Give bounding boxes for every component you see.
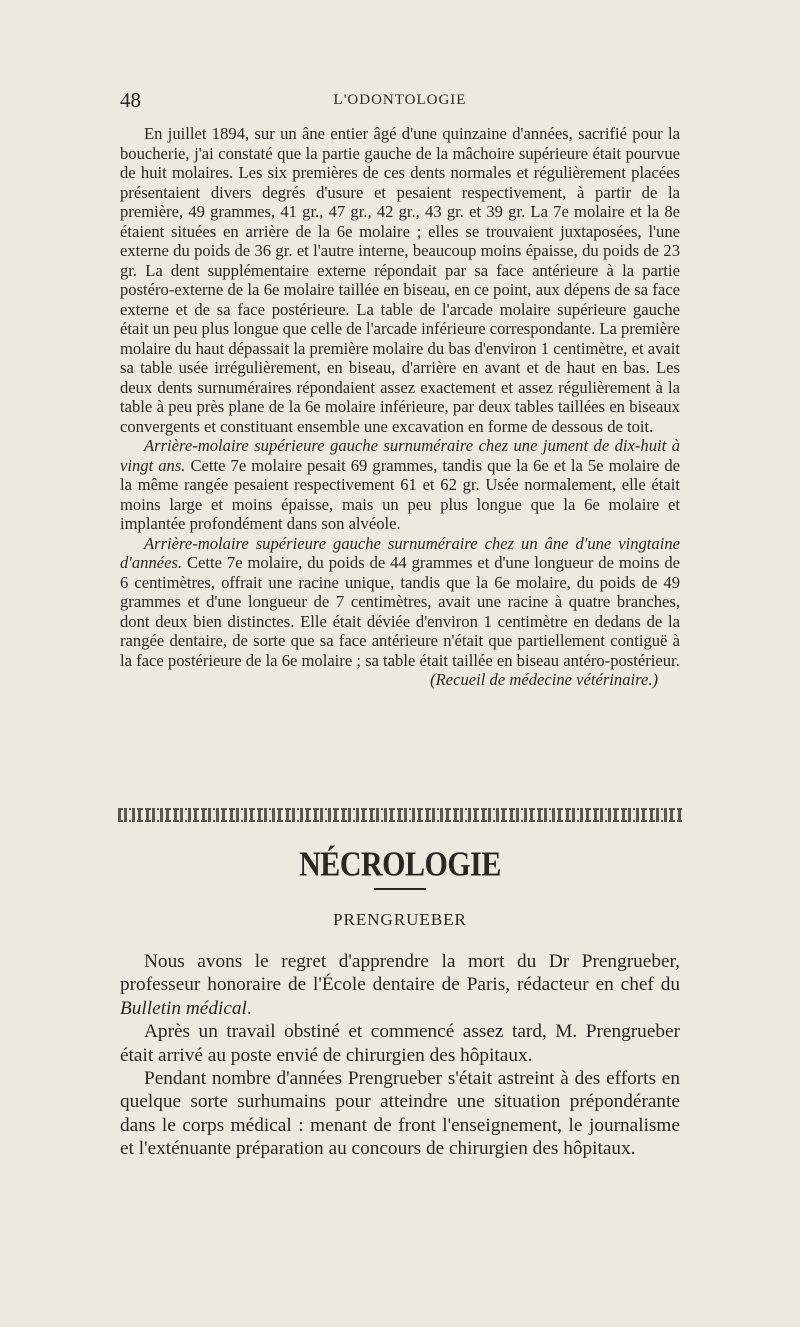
source-citation: (Recueil de médecine vétérinaire.) [430, 670, 658, 689]
obituary-body [120, 950, 680, 1161]
running-head: L'ODONTOLOGIE [333, 92, 467, 108]
page-header [120, 88, 680, 114]
ornamental-divider [118, 808, 682, 822]
page-number: 48 [120, 88, 141, 112]
case-title: Arrière-molaire supérieure gauche surnuméraire chez une jument de dix-huit à vingt ans. [120, 436, 680, 475]
article-body [120, 124, 680, 690]
obituary-paragraph: Pendant nombre d'années Prengrueber s'était astreint à des efforts en quelque sorte surhumains pour atteindre une situation prépondérante dans le corps médical : menant de front l'enseignement, le journalisme et l'exténuante préparation au concours de chirurgien des hôpitaux. [120, 1068, 680, 1160]
journal-title: Bulletin médical [120, 997, 247, 1019]
obituary-paragraph [120, 950, 680, 1020]
article-paragraph [120, 534, 680, 671]
obituary-paragraph: Après un travail obstiné et commencé assez tard, M. Prengrueber était arrivé au poste envié de chirurgien des hôpitaux. [120, 1021, 680, 1066]
article-paragraph: En juillet 1894, sur un âne entier âgé d'une quinzaine d'années, sacrifié pour la boucherie, j'ai constaté que la partie gauche de la mâchoire supérieure était pourvue de huit molaires. Les six premières de ces dents normales et régulièrement placées présentaient divers degrés d'usure et pesaient respectivement, à partir de la première, 49 grammes, 41 gr., 47 gr., 42 gr., 43 gr. et 39 gr. La 7e molaire et la 8e étaient situées en arrière de la 6e molaire ; elles se trouvaient juxtaposées, l'une externe du poids de 36 gr. et l'autre interne, beaucoup moins épaisse, du poids de 23 gr. La dent supplémentaire externe répondait par sa face antérieure à la partie postéro-externe de la 6e molaire taillée en biseau, en ce point, aux dépens de sa face externe et de sa face postérieure. La table de l'arcade molaire supérieure gauche était un peu plus longue que celle de l'arcade inférieure correspondante. La première molaire du haut dépassait la première molaire du bas d'environ 1 centimètre, et avait sa table usée irrégulièrement, en biseau, d'arrière en avant et de haut en bas. Les deux dents surnuméraires répondaient assez exactement et assez régulièrement à la table à peu près plane de la 6e molaire inférieure, par deux tables taillées en biseaux convergents et constituant ensemble une excavation en forme de dessous de toit. [120, 124, 680, 436]
obituary-name: PRENGRUEBER [333, 910, 467, 929]
obituary-text: Nous avons le regret d'apprendre la mort du Dr Prengrueber, professeur honoraire de l'École dentaire de Paris, rédacteur en chef du [120, 951, 680, 996]
case-text: Cette 7e molaire pesait 69 grammes, tandis que la 6e et la 5e molaire de la même rangée pesaient respectivement 61 et 62 gr. Usée normalement, elle était moins large et moins épaisse, mais un peu plus longue que la 6e molaire et implantée profondément dans son alvéole. [120, 455, 680, 533]
section-title: NÉCROLOGIE [299, 845, 501, 884]
title-rule [374, 888, 426, 890]
obituary-text: . [246, 997, 252, 1019]
case-title: Arrière-molaire supérieure gauche surnuméraire chez un âne d'une vingtaine d'années. [120, 533, 680, 572]
case-text: Cette 7e molaire, du poids de 44 grammes et d'une longueur de moins de 6 centimètres, offrait une racine unique, tandis que la 6e molaire, du poids de 49 grammes et d'une longueur de 7 centimètres, avait une racine à quatre branches, dont deux bien distinctes. Elle était déviée d'environ 1 centimètre en dedans de la rangée dentaire, de sorte que sa face antérieure n'était que partiellement contiguë à la face postérieure de la 6e molaire ; sa table était taillée en biseau antéro-postérieur. [120, 553, 680, 670]
article-paragraph [120, 436, 680, 534]
